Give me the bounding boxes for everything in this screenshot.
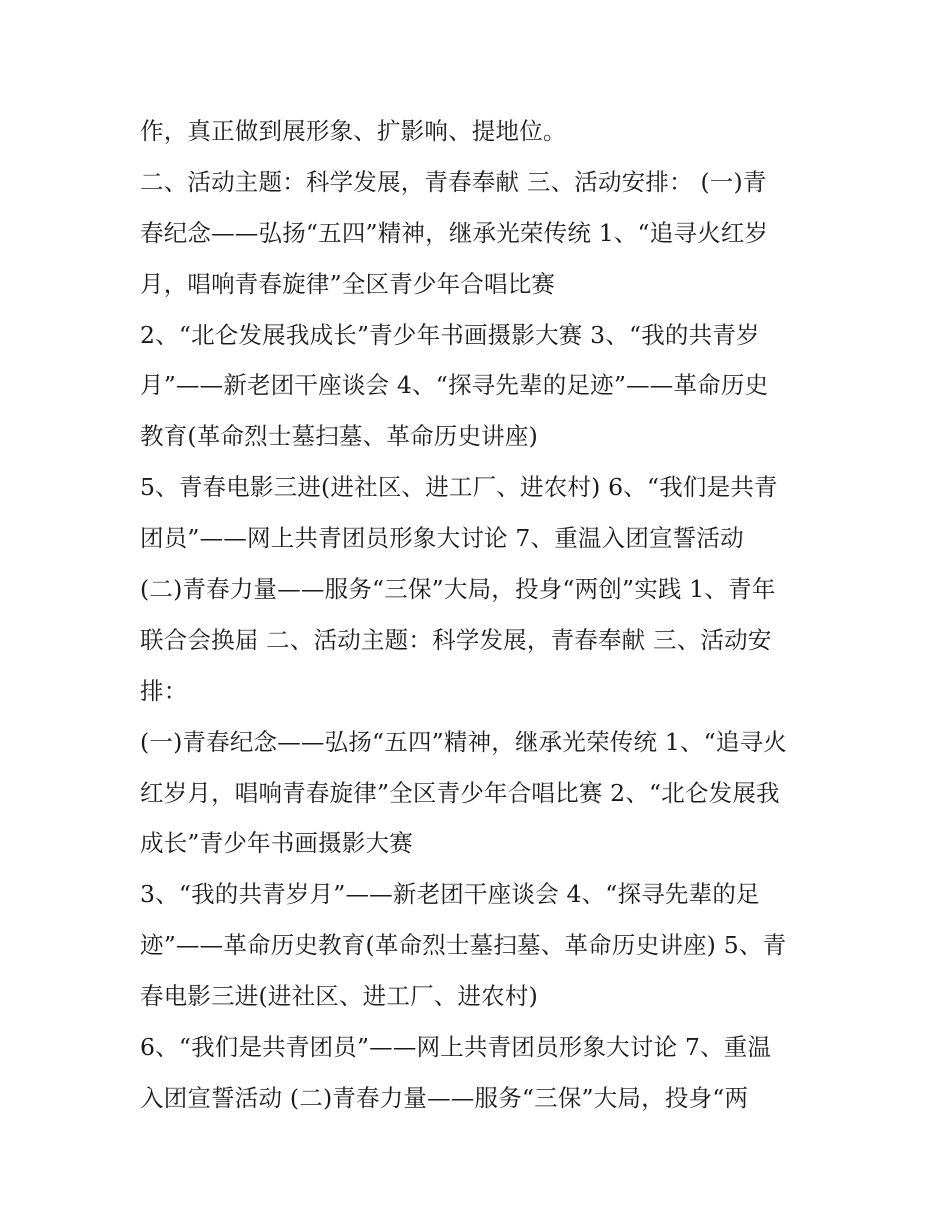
text-line: 二、活动主题：科学发展，青春奉献 三、活动安排： (一)青 [140, 167, 767, 196]
text-line: 迹”——革命历史教育(革命烈士墓扫墓、革命历史讲座) 5、青 [140, 931, 787, 960]
text-line: (二)青春力量——服务“三保”大局，投身“两创”实践 1、青年 [140, 575, 776, 604]
text-line: 5、青春电影三进(进社区、进工厂、进农村) 6、“我们是共青 [140, 473, 778, 502]
text-line: 联合会换届 二、活动主题：科学发展，青春奉献 三、活动安 [140, 625, 772, 654]
text-line: 成长”青少年书画摄影大赛 [140, 829, 413, 858]
text-line: 月”——新老团干座谈会 4、“探寻先辈的足迹”——革命历史 [140, 371, 769, 400]
text-line: 春纪念——弘扬“五四”精神，继承光荣传统 1、“追寻火红岁 [140, 218, 769, 247]
text-line: 月，唱响青春旋律”全区青少年合唱比赛 [140, 269, 556, 298]
body-text [140, 106, 830, 1124]
text-line: 3、“我的共青岁月”——新老团干座谈会 4、“探寻先辈的足 [140, 880, 760, 909]
text-line: 入团宣誓活动 (二)青春力量——服务“三保”大局，投身“两 [140, 1083, 749, 1112]
text-line: 2、“北仑发展我成长”青少年书画摄影大赛 3、“我的共青岁 [140, 320, 760, 349]
text-line: 教育(革命烈士墓扫墓、革命历史讲座) [140, 422, 538, 451]
text-line: 团员”——网上共青团员形象大讨论 7、重温入团宣誓活动 [140, 524, 744, 553]
text-line: 6、“我们是共青团员”——网上共青团员形象大讨论 7、重温 [140, 1033, 772, 1062]
text-line: 春电影三进(进社区、进工厂、进农村) [140, 982, 538, 1011]
text-line: 红岁月，唱响青春旋律”全区青少年合唱比赛 2、“北仑发展我 [140, 778, 780, 807]
text-line: (一)青春纪念——弘扬“五四”精神，继承光荣传统 1、“追寻火 [140, 727, 787, 756]
text-line: 排： [140, 676, 188, 705]
text-line: 作，真正做到展形象、扩影响、提地位。 [140, 117, 567, 145]
